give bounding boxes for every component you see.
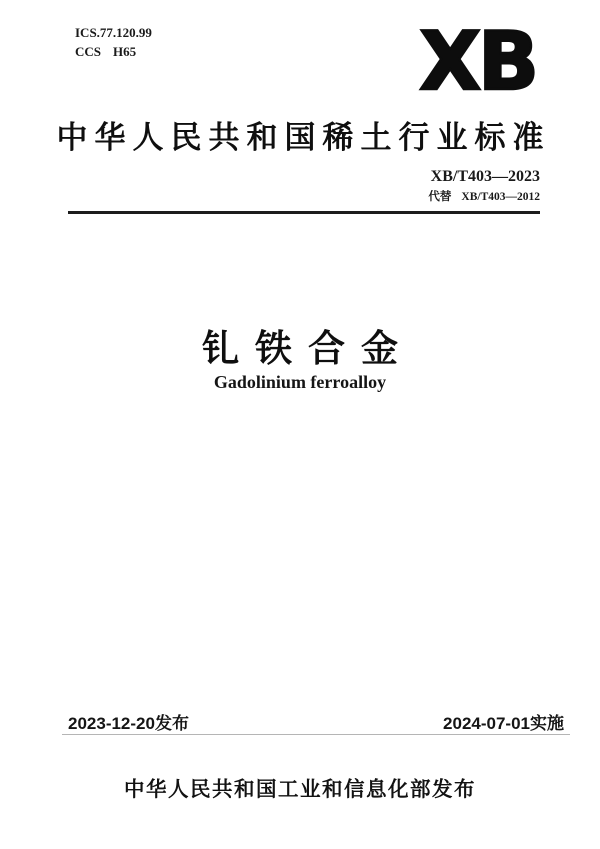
ccs-code: H65 [113, 44, 137, 59]
issue-date: 2023-12-20 [68, 714, 155, 733]
standard-category-title: 中华人民共和国稀土行业标准 [56, 120, 551, 155]
header-divider-rule [68, 211, 540, 214]
replaced-standard-number: XB/T403—2012 [461, 191, 540, 203]
document-title-english: Gadolinium ferroalloy [213, 372, 387, 392]
classification-codes [75, 23, 152, 61]
footer-divider-rule [62, 734, 570, 735]
ics-code: ICS.77.120.99 [75, 25, 152, 40]
date-row [68, 709, 564, 734]
document-title: 钆铁合金 [202, 328, 414, 369]
standard-number-block [428, 168, 540, 205]
ccs-line [75, 42, 152, 61]
publisher-line: 中华人民共和国工业和信息化部发布 [124, 779, 476, 801]
replaced-standard-line [428, 189, 540, 205]
implementation-label: 实施 [530, 714, 564, 733]
issue-date-line [68, 709, 189, 734]
xb-standard-logo: XB [419, 15, 536, 108]
implementation-date-line [443, 709, 564, 734]
implementation-date: 2024-07-01 [443, 714, 530, 733]
replaces-label: 代替 [428, 191, 452, 203]
ccs-label: CCS [75, 44, 102, 59]
issue-label: 发布 [154, 714, 189, 733]
standard-number: XB/T403—2023 [430, 168, 540, 185]
